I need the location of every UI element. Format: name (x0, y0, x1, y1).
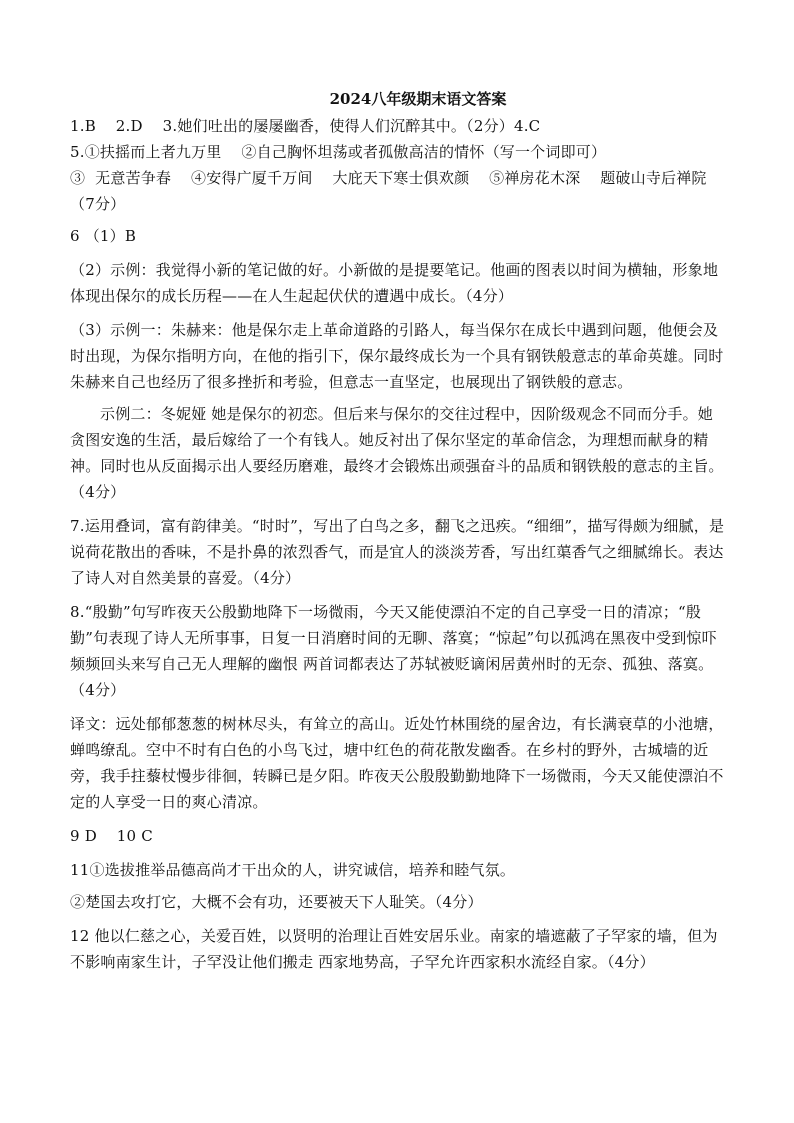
document-title: 2024八年级期末语文答案 (329, 90, 507, 108)
answer-5-part-1: 5.①扶摇而上者九万里 ②自己胸怀坦荡或者孤傲高洁的情怀（写一个词即可） (70, 143, 607, 161)
answer-12: 12 他以仁慈之心，关爱百姓，以贤明的治理让百姓安居乐业。南家的墙遮蔽了子罕家的墙，但为不影响南家生计，子罕没让他们搬走 西家地势高，子罕允许西家积水流经自家。（4分） (70, 927, 718, 971)
answer-1-4: 1.B 2.D 3.她们吐出的屡屡幽香，使得人们沉醉其中。（2分）4.C (70, 117, 541, 135)
answer-5-part-2: ③ 无意苦争春 ④安得广厦千万间 大庇天下寒士俱欢颜 ⑤禅房花木深 题破山寺后禅院（7分） (70, 169, 707, 213)
answer-11-part-1: 11①选拔推举品德高尚才干出众的人，讲究诚信，培养和睦气氛。 (70, 861, 516, 879)
answer-6-1: 6 （1）B (70, 227, 137, 245)
answer-9-10: 9 D 10 C (70, 827, 153, 845)
answer-8: 8.“殷勤”句写昨夜天公殷勤地降下一场微雨，今天又能使漂泊不定的自己享受一日的清凉；“殷勤”句表现了诗人无所事事，日复一日消磨时间的无聊、落寞；“惊起”句以孤鸿在黑夜中受到惊吓频频回头来写自己无人理解的幽恨 两首词都表达了苏轼被贬谪闲居黄州时的无奈、孤独、落寞。（4分） (70, 603, 717, 699)
answer-document (70, 88, 726, 975)
answer-6-3-example-2: 示例二：冬妮娅 她是保尔的初恋。但后来与保尔的交往过程中，因阶级观念不同而分手。她贪图安逸的生活，最后嫁给了一个有钱人。她反衬出了保尔坚定的革命信念，为理想而献身的精神。同时也从反面揭示出人要经历磨难，最终才会锻炼出顽强奋斗的品质和钢铁般的意志的主旨。（4分） (70, 405, 724, 501)
answer-6-2: （2）示例：我觉得小新的笔记做的好。小新做的是提要笔记。他画的图表以时间为横轴，形象地体现出保尔的成长历程——在人生起起伏伏的遭遇中成长。（4分） (70, 261, 719, 305)
answer-7: 7.运用叠词，富有韵律美。“时时”，写出了白鸟之多，翻飞之迅疾。“细细”，描写得颇为细腻，是说荷花散出的香味，不是扑鼻的浓烈香气，而是宜人的淡淡芳香，写出红蕖香气之细腻绵长。表达了诗人对自然美景的喜爱。（4分） (70, 517, 725, 587)
answer-11-part-2: ②楚国去攻打它，大概不会有功，还要被天下人耻笑。（4分） (70, 893, 483, 911)
translation: 译文：远处郁郁葱葱的树林尽头，有耸立的高山。近处竹林围绕的屋舍边，有长满衰草的小池塘，蝉鸣缭乱。空中不时有白色的小鸟飞过，塘中红色的荷花散发幽香。在乡村的野外，古城墙的近旁，我手拄藜杖慢步徘徊，转瞬已是夕阳。昨夜天公殷殷勤勤地降下一场微雨，今天又能使漂泊不定的人享受一日的爽心清凉。 (70, 715, 724, 811)
answer-6-3-example-1: （3）示例一：朱赫来：他是保尔走上革命道路的引路人，每当保尔在成长中遇到问题，他便会及时出现，为保尔指明方向，在他的指引下，保尔最终成长为一个具有钢铁般意志的革命英雄。同时朱赫来自己也经历了很多挫折和考验，但意志一直坚定，也展现出了钢铁般的意志。 (70, 321, 724, 391)
